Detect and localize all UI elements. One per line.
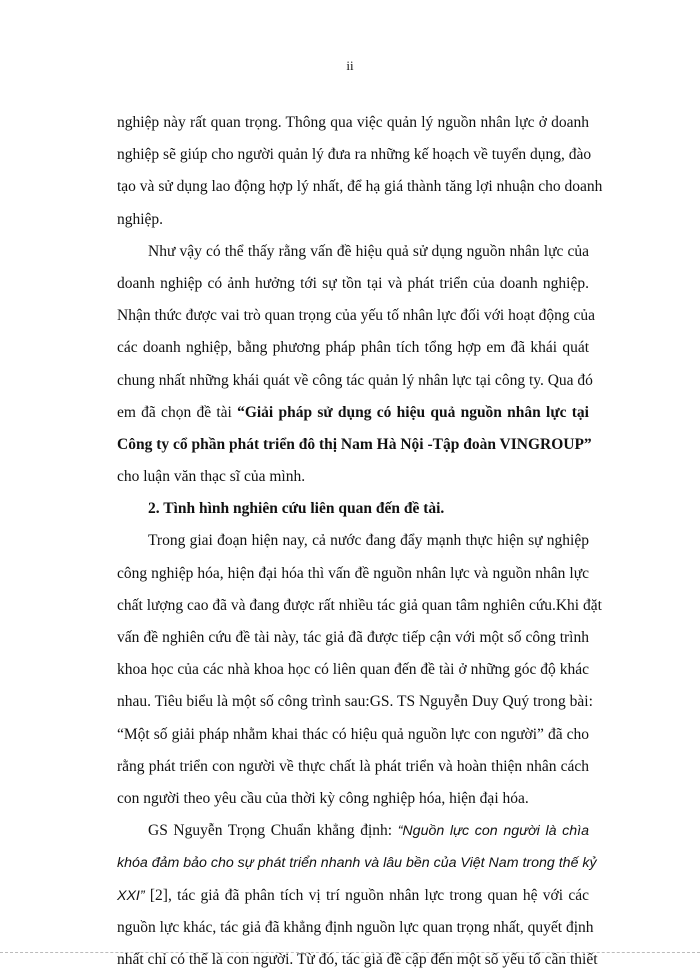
text-line: tạo và sử dụng lao động hợp lý nhất, để hạ giá thành tăng lợi nhuận cho doanh [117, 178, 603, 196]
text-line: các doanh nghiệp, bằng phương pháp phân tích tổng hợp em đã khái quát [117, 339, 589, 357]
text-line: chất lượng cao đã và đang được rất nhiều tác giả quan tâm nghiên cứu.Khi đặt [117, 596, 602, 614]
text-line: chung nhất những khái quát về công tác quản lý nhân lực tại công ty. Qua đó [117, 371, 593, 389]
text-line: con người theo yêu cầu của thời kỳ công nghiệp hóa, hiện đại hóa. [117, 789, 529, 807]
text-line: nguồn lực khác, tác giả đã khẳng định nguồn lực quan trọng nhất, quyết định [117, 918, 594, 936]
text-line: nghiệp. [117, 210, 164, 228]
quote-italic: “Nguồn lực con người là chìa [397, 823, 589, 840]
text-line: vấn đề nghiên cứu đề tài này, tác giả đã được tiếp cận với một số công trình [117, 629, 589, 646]
page-number: ii [346, 58, 354, 73]
text-line: nghiệp này rất quan trọng. Thông qua việc quản lý nguồn nhân lực ở doanh [117, 114, 589, 131]
text-line: em đã chọn đề tài “Giải pháp sử dụng có hiệu quả nguồn nhân lực tại [117, 403, 589, 421]
text-line: công nghiệp hóa, hiện đại hóa thì vấn đề nguồn nhân lực và nguồn nhân lực [117, 564, 589, 582]
paragraph-first-line: Trong giai đoạn hiện nay, cả nước đang đẩy mạnh thực hiện sự nghiệp [148, 532, 589, 550]
text-line: “Một số giải pháp nhằm khai thác có hiệu quả nguồn lực con người” đã cho [117, 725, 589, 743]
thesis-title-bold: Công ty cổ phần phát triển đô thị Nam Hà Nội -Tập đoàn VINGROUP” [117, 435, 592, 453]
document-body [117, 107, 603, 976]
quote-italic: khóa đảm bảo cho sự phát triển nhanh và lâu bền của Việt Nam trong thế kỷ [117, 855, 597, 872]
section-heading: 2. Tình hình nghiên cứu liên quan đến đề tài. [148, 500, 445, 518]
page-bottom-divider [0, 952, 700, 954]
paragraph-first-line: GS Nguyễn Trọng Chuẩn khẳng định: “Nguồn lực con người là chìa [148, 822, 589, 840]
text-line: Nhận thức được vai trò quan trọng của yếu tố nhân lực đối với hoạt động của [117, 307, 596, 325]
text-line: khoa học của các nhà khoa học có liên quan đến đề tài ở những góc độ khác [117, 661, 589, 679]
paragraph-first-line: Như vậy có thể thấy rằng vấn đề hiệu quả sử dụng nguồn nhân lực của [148, 242, 589, 260]
quote-italic: XXI” [117, 887, 145, 904]
text-line: nghiệp sẽ giúp cho người quản lý đưa ra những kế hoạch về tuyển dụng, đào [117, 146, 592, 164]
text-line: doanh nghiệp có ảnh hưởng tới sự tồn tại và phát triển của doanh nghiệp. [117, 274, 589, 292]
text-line: rằng phát triển con người về thực chất là phát triển và hoàn thiện nhân cách [117, 757, 589, 775]
text-line: cho luận văn thạc sĩ của mình. [117, 468, 306, 486]
text-line: XXI” [2], tác giả đã phân tích vị trí nguồn nhân lực trong quan hệ với các [117, 886, 589, 904]
thesis-title-bold: “Giải pháp sử dụng có hiệu quả nguồn nhân lực tại [237, 403, 589, 421]
text-line: nhau. Tiêu biểu là một số công trình sau:GS. TS Nguyễn Duy Quý trong bài: [117, 693, 593, 711]
text-line: nhất chỉ có thể là con người. Từ đó, tác giả đề cập đến một số yếu tố cần thiết [117, 950, 598, 968]
